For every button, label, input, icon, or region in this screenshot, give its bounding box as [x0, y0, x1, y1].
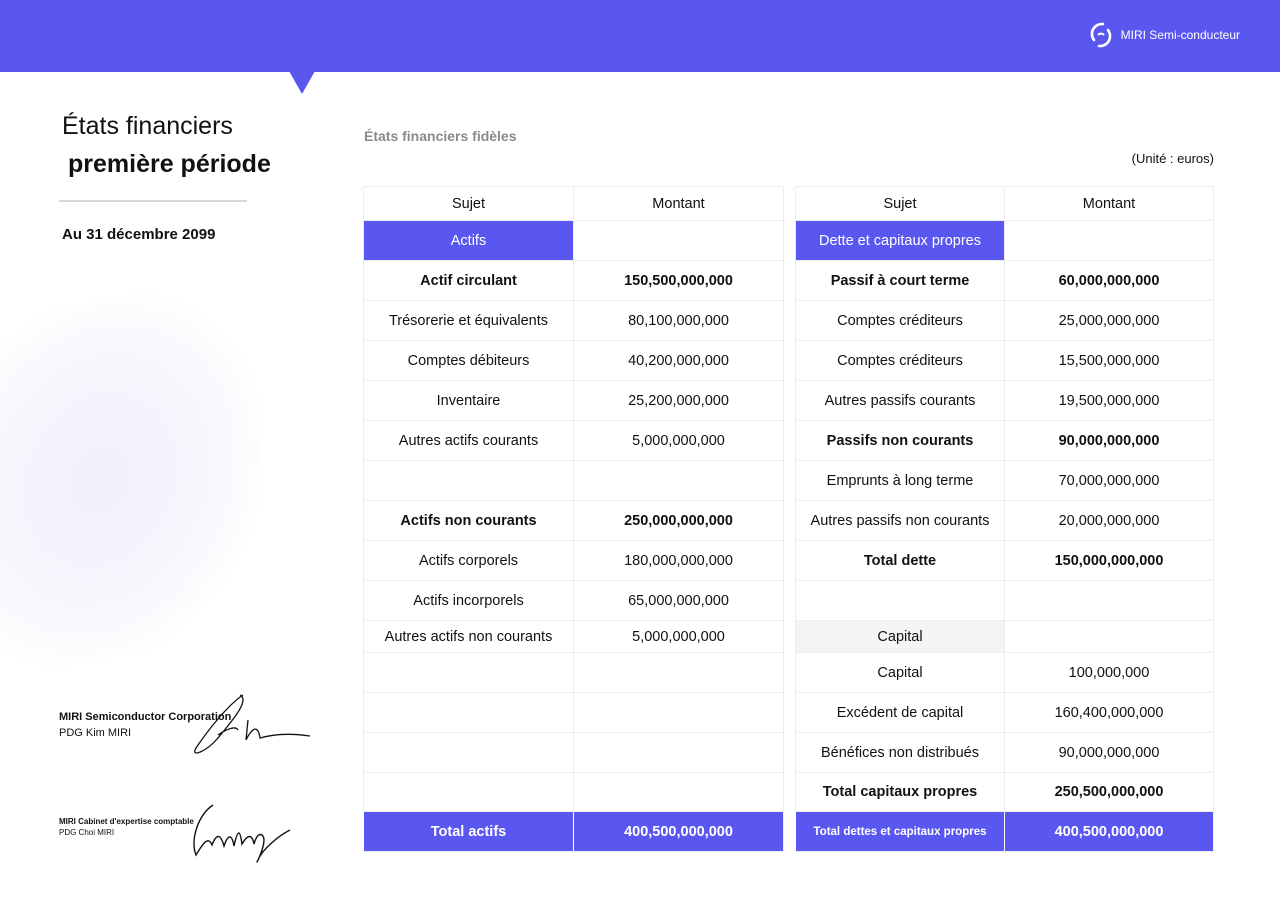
banner-notch — [289, 71, 315, 94]
table-cell-subject: Trésorerie et équivalents — [363, 301, 573, 341]
table-cell-amount: 40,200,000,000 — [573, 341, 783, 381]
column-header: Montant — [573, 186, 783, 221]
table-cell-subject: Total capitaux propres — [795, 773, 1004, 812]
table-cell-amount — [573, 653, 783, 693]
signature-company: MIRI Cabinet d'expertise comptable — [59, 817, 194, 826]
table-cell-amount: 60,000,000,000 — [1004, 261, 1213, 301]
report-date: Au 31 décembre 2099 — [62, 226, 216, 243]
table-cell-subject: Dette et capitaux propres — [795, 221, 1004, 261]
table-cell-subject — [363, 461, 573, 501]
table-cell-subject: Excédent de capital — [795, 693, 1004, 733]
table-cell-subject: Actifs non courants — [363, 501, 573, 541]
table-cell-subject — [363, 773, 573, 812]
table-cell-subject: Comptes débiteurs — [363, 341, 573, 381]
table-cell-subject — [363, 733, 573, 773]
table-cell-amount: 150,000,000,000 — [1004, 541, 1213, 581]
table-cell-amount: 20,000,000,000 — [1004, 501, 1213, 541]
table-cell-amount: 5,000,000,000 — [573, 421, 783, 461]
assets-table — [363, 186, 784, 852]
table-cell-amount — [573, 773, 783, 812]
page-title: États financiers — [62, 112, 233, 140]
table-cell-subject: Autres passifs non courants — [795, 501, 1004, 541]
table-cell-subject: Autres actifs non courants — [363, 621, 573, 653]
handwritten-signature-2 — [188, 800, 298, 870]
table-cell-amount: 100,000,000 — [1004, 653, 1213, 693]
signature-person: PDG Choi MIRI — [59, 828, 115, 837]
table-cell-amount: 150,500,000,000 — [573, 261, 783, 301]
table-cell-subject: Capital — [795, 653, 1004, 693]
table-cell-subject: Total dette — [795, 541, 1004, 581]
table-cell-subject: Inventaire — [363, 381, 573, 421]
signature-company: MIRI Semiconductor Corporation — [59, 711, 232, 723]
table-cell-subject: Autres actifs courants — [363, 421, 573, 461]
table-cell-amount: 5,000,000,000 — [573, 621, 783, 653]
table-cell-amount: 25,200,000,000 — [573, 381, 783, 421]
table-cell-amount — [573, 733, 783, 773]
table-cell-subject: Actifs incorporels — [363, 581, 573, 621]
table-cell-subject: Passifs non courants — [795, 421, 1004, 461]
table-cell-subject: Capital — [795, 621, 1004, 653]
divider — [59, 200, 247, 202]
table-cell-amount — [573, 221, 783, 261]
column-header: Montant — [1004, 186, 1213, 221]
table-cell-subject: Actif circulant — [363, 261, 573, 301]
decorative-background — [0, 272, 260, 688]
brand-name: MIRI Semi-conducteur — [1120, 28, 1240, 42]
table-cell-amount: 90,000,000,000 — [1004, 421, 1213, 461]
table-cell-amount: 400,500,000,000 — [1004, 812, 1213, 852]
signature-person: PDG Kim MIRI — [59, 727, 132, 739]
table-cell-amount: 15,500,000,000 — [1004, 341, 1213, 381]
table-cell-amount: 90,000,000,000 — [1004, 733, 1213, 773]
page-title-period: première période — [68, 150, 271, 178]
table-cell-amount: 160,400,000,000 — [1004, 693, 1213, 733]
brand — [1089, 22, 1240, 48]
column-header: Sujet — [363, 186, 573, 221]
table-cell-amount: 80,100,000,000 — [573, 301, 783, 341]
liabilities-equity-table — [795, 186, 1214, 852]
table-cell-amount: 250,000,000,000 — [573, 501, 783, 541]
table-cell-subject: Passif à court terme — [795, 261, 1004, 301]
table-cell-subject — [795, 581, 1004, 621]
table-cell-amount: 65,000,000,000 — [573, 581, 783, 621]
column-header: Sujet — [795, 186, 1004, 221]
table-cell-subject: Total actifs — [363, 812, 573, 852]
table-cell-subject — [363, 693, 573, 733]
table-cell-amount: 400,500,000,000 — [573, 812, 783, 852]
section-title: États financiers fidèles — [364, 128, 517, 144]
unit-label: (Unité : euros) — [1131, 151, 1214, 166]
table-cell-amount — [573, 461, 783, 501]
table-cell-amount: 250,500,000,000 — [1004, 773, 1213, 812]
table-cell-amount: 180,000,000,000 — [573, 541, 783, 581]
table-cell-amount: 25,000,000,000 — [1004, 301, 1213, 341]
table-cell-amount — [1004, 621, 1213, 653]
signature-block-2 — [59, 816, 194, 838]
table-cell-subject: Comptes créditeurs — [795, 341, 1004, 381]
table-cell-subject: Total dettes et capitaux propres — [795, 812, 1004, 852]
table-cell-amount: 70,000,000,000 — [1004, 461, 1213, 501]
table-cell-subject: Bénéfices non distribués — [795, 733, 1004, 773]
table-cell-subject: Actifs — [363, 221, 573, 261]
table-cell-amount — [573, 693, 783, 733]
table-cell-subject: Emprunts à long terme — [795, 461, 1004, 501]
table-cell-amount — [1004, 581, 1213, 621]
table-cell-amount: 19,500,000,000 — [1004, 381, 1213, 421]
table-cell-subject — [363, 653, 573, 693]
table-cell-subject: Autres passifs courants — [795, 381, 1004, 421]
table-cell-amount — [1004, 221, 1213, 261]
table-cell-subject: Actifs corporels — [363, 541, 573, 581]
table-cell-subject: Comptes créditeurs — [795, 301, 1004, 341]
brand-logo-icon — [1089, 22, 1113, 48]
handwritten-signature-1 — [188, 690, 313, 760]
